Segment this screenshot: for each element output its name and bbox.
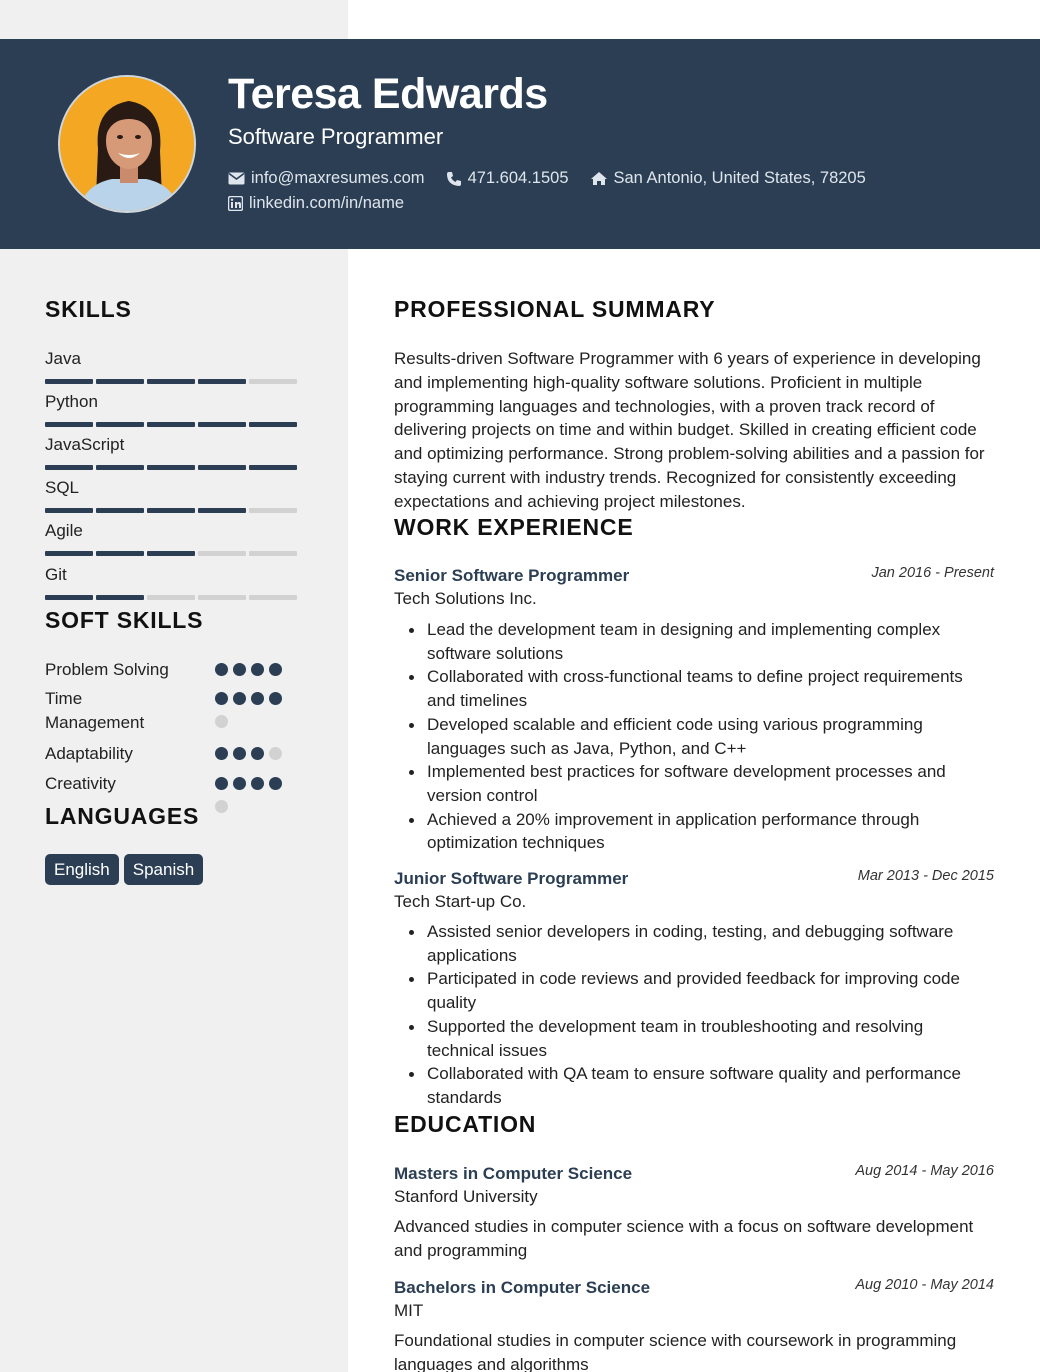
skill-label: Java	[45, 349, 81, 368]
skill-level-segment	[45, 551, 93, 556]
rating-dot	[251, 692, 264, 705]
skill-level-segment	[198, 551, 246, 556]
soft-skill-rating	[215, 747, 287, 770]
list-item: Developed scalable and efficient code using various programming languages such as Java, Python, and C++	[394, 713, 994, 760]
list-item: Lead the development team in designing and implementing complex software solutions	[394, 618, 994, 665]
soft-skill-item	[45, 687, 290, 735]
rating-dot	[269, 747, 282, 760]
skills-heading: SKILLS	[45, 296, 132, 322]
list-item: Implemented best practices for software development processes and version control	[394, 760, 994, 807]
skill-level-segment	[45, 595, 93, 600]
contact-linkedin[interactable]	[228, 194, 404, 213]
contact-email[interactable]	[228, 169, 425, 188]
skill-label: Agile	[45, 521, 83, 540]
rating-dot	[269, 777, 282, 790]
skill-level-bar	[45, 422, 300, 427]
email-text: info@maxresumes.com	[251, 169, 425, 187]
skill-level-segment	[249, 508, 297, 513]
soft-skill-rating	[215, 777, 287, 823]
home-icon	[590, 171, 608, 186]
job-bullets	[394, 920, 994, 1110]
job-title: Junior Software Programmer	[394, 869, 629, 888]
rating-dot	[251, 747, 264, 760]
soft-skill-label: Time Management	[45, 689, 145, 732]
skill-level-segment	[198, 595, 246, 600]
skill-level-segment	[249, 551, 297, 556]
list-item: Collaborated with cross-functional teams to define project requirements and timelines	[394, 665, 994, 712]
list-item: Achieved a 20% improvement in application performance through optimization techniques	[394, 808, 994, 855]
job-title: Senior Software Programmer	[394, 566, 630, 585]
avatar	[58, 75, 196, 213]
skill-level-segment	[249, 595, 297, 600]
skill-level-segment	[147, 508, 195, 513]
skill-item	[45, 350, 305, 367]
soft-skill-item	[45, 658, 290, 682]
skill-level-segment	[147, 379, 195, 384]
rating-dot	[251, 663, 264, 676]
school-name: MIT	[394, 1301, 424, 1320]
soft-skill-label: Adaptability	[45, 744, 133, 763]
rating-dot	[215, 663, 228, 676]
skill-level-segment	[96, 551, 144, 556]
language-badge: Spanish	[124, 854, 203, 885]
languages-heading: LANGUAGES	[45, 803, 200, 829]
skill-level-segment	[45, 422, 93, 427]
soft-skill-label: Problem Solving	[45, 660, 169, 679]
skill-item	[45, 436, 305, 453]
skill-label: Python	[45, 392, 98, 411]
skill-level-bar	[45, 379, 300, 384]
skill-level-segment	[45, 379, 93, 384]
skill-level-bar	[45, 508, 300, 513]
rating-dot	[233, 747, 246, 760]
job-company: Tech Solutions Inc.	[394, 589, 537, 608]
soft-skill-item	[45, 742, 290, 766]
skill-item	[45, 566, 305, 583]
skill-level-segment	[96, 465, 144, 470]
rating-dot	[269, 692, 282, 705]
soft-skills-heading: SOFT SKILLS	[45, 607, 204, 633]
soft-skill-rating	[215, 663, 287, 686]
rating-dot	[233, 663, 246, 676]
candidate-name: Teresa Edwards	[228, 70, 548, 118]
location-text: San Antonio, United States, 78205	[613, 169, 866, 187]
rating-dot	[215, 777, 228, 790]
job-bullets	[394, 618, 994, 855]
candidate-title: Software Programmer	[228, 124, 444, 149]
experience-heading: WORK EXPERIENCE	[394, 514, 634, 540]
skill-item	[45, 393, 305, 410]
education-heading: EDUCATION	[394, 1111, 537, 1137]
degree-date: Aug 2010 - May 2014	[855, 1277, 994, 1293]
skill-level-segment	[45, 465, 93, 470]
job-company: Tech Start-up Co.	[394, 892, 527, 911]
degree-description: Foundational studies in computer science with coursework in programming languages and algorithms	[394, 1331, 957, 1372]
skill-level-bar	[45, 595, 300, 600]
job-date: Mar 2013 - Dec 2015	[857, 868, 994, 884]
linkedin-text: linkedin.com/in/name	[249, 194, 404, 212]
rating-dot	[215, 715, 228, 728]
skill-level-segment	[96, 595, 144, 600]
skill-level-segment	[198, 422, 246, 427]
job-date: Jan 2016 - Present	[871, 565, 994, 581]
skill-level-bar	[45, 465, 300, 470]
phone-icon	[446, 171, 462, 187]
rating-dot	[269, 663, 282, 676]
skill-level-segment	[147, 422, 195, 427]
rating-dot	[233, 777, 246, 790]
phone-text: 471.604.1505	[467, 169, 569, 187]
school-name: Stanford University	[394, 1187, 538, 1206]
list-item: Participated in code reviews and provided feedback for improving code quality	[394, 967, 994, 1014]
soft-skill-rating	[215, 692, 287, 738]
skill-level-segment	[198, 465, 246, 470]
linkedin-icon	[228, 196, 243, 211]
rating-dot	[215, 800, 228, 813]
skill-label: JavaScript	[45, 435, 125, 454]
contact-row-2	[228, 194, 425, 213]
skill-level-segment	[147, 551, 195, 556]
rating-dot	[215, 692, 228, 705]
contact-phone[interactable]	[446, 169, 569, 188]
soft-skill-label: Creativity	[45, 774, 116, 793]
contact-row	[228, 169, 887, 188]
contact-location	[590, 169, 866, 188]
list-item: Supported the development team in troubleshooting and resolving technical issues	[394, 1015, 994, 1062]
skill-level-segment	[249, 379, 297, 384]
skill-level-segment	[96, 422, 144, 427]
skill-level-segment	[249, 422, 297, 427]
degree-description: Advanced studies in computer science with a focus on software development and programming	[394, 1217, 974, 1260]
rating-dot	[233, 692, 246, 705]
skill-level-segment	[198, 508, 246, 513]
envelope-icon	[228, 172, 245, 185]
rating-dot	[215, 747, 228, 760]
skill-level-segment	[147, 595, 195, 600]
resume-header	[0, 39, 1040, 249]
skill-level-segment	[147, 465, 195, 470]
skill-level-bar	[45, 551, 300, 556]
skill-label: SQL	[45, 478, 80, 497]
avatar-portrait-icon	[60, 77, 196, 213]
list-item: Collaborated with QA team to ensure software quality and performance standards	[394, 1062, 994, 1109]
skill-level-segment	[45, 508, 93, 513]
language-badge: English	[45, 854, 119, 885]
skill-item	[45, 479, 305, 496]
skill-level-segment	[198, 379, 246, 384]
degree-title: Masters in Computer Science	[394, 1164, 633, 1183]
summary-heading: PROFESSIONAL SUMMARY	[394, 296, 716, 322]
summary-text: Results-driven Software Programmer with 6 years of experience in developing and implementing high-quality software solutions. Proficient in multiple programming languages and technologies, with a proven track record of delivering projects on time and within budget. Skilled in creating efficient code and optimizing performance. Strong problem-solving abilities and a passion for staying current with industry trends. Recognized for consistently exceeding expectations and achieving project milestones.	[394, 349, 985, 511]
skill-level-segment	[249, 465, 297, 470]
skill-item	[45, 522, 305, 539]
list-item: Assisted senior developers in coding, testing, and debugging software applications	[394, 920, 994, 967]
rating-dot	[251, 777, 264, 790]
soft-skill-item	[45, 772, 290, 796]
skill-label: Git	[45, 565, 67, 584]
degree-title: Bachelors in Computer Science	[394, 1278, 651, 1297]
degree-date: Aug 2014 - May 2016	[855, 1163, 994, 1179]
skill-level-segment	[96, 508, 144, 513]
skill-level-segment	[96, 379, 144, 384]
languages-list	[45, 854, 208, 885]
